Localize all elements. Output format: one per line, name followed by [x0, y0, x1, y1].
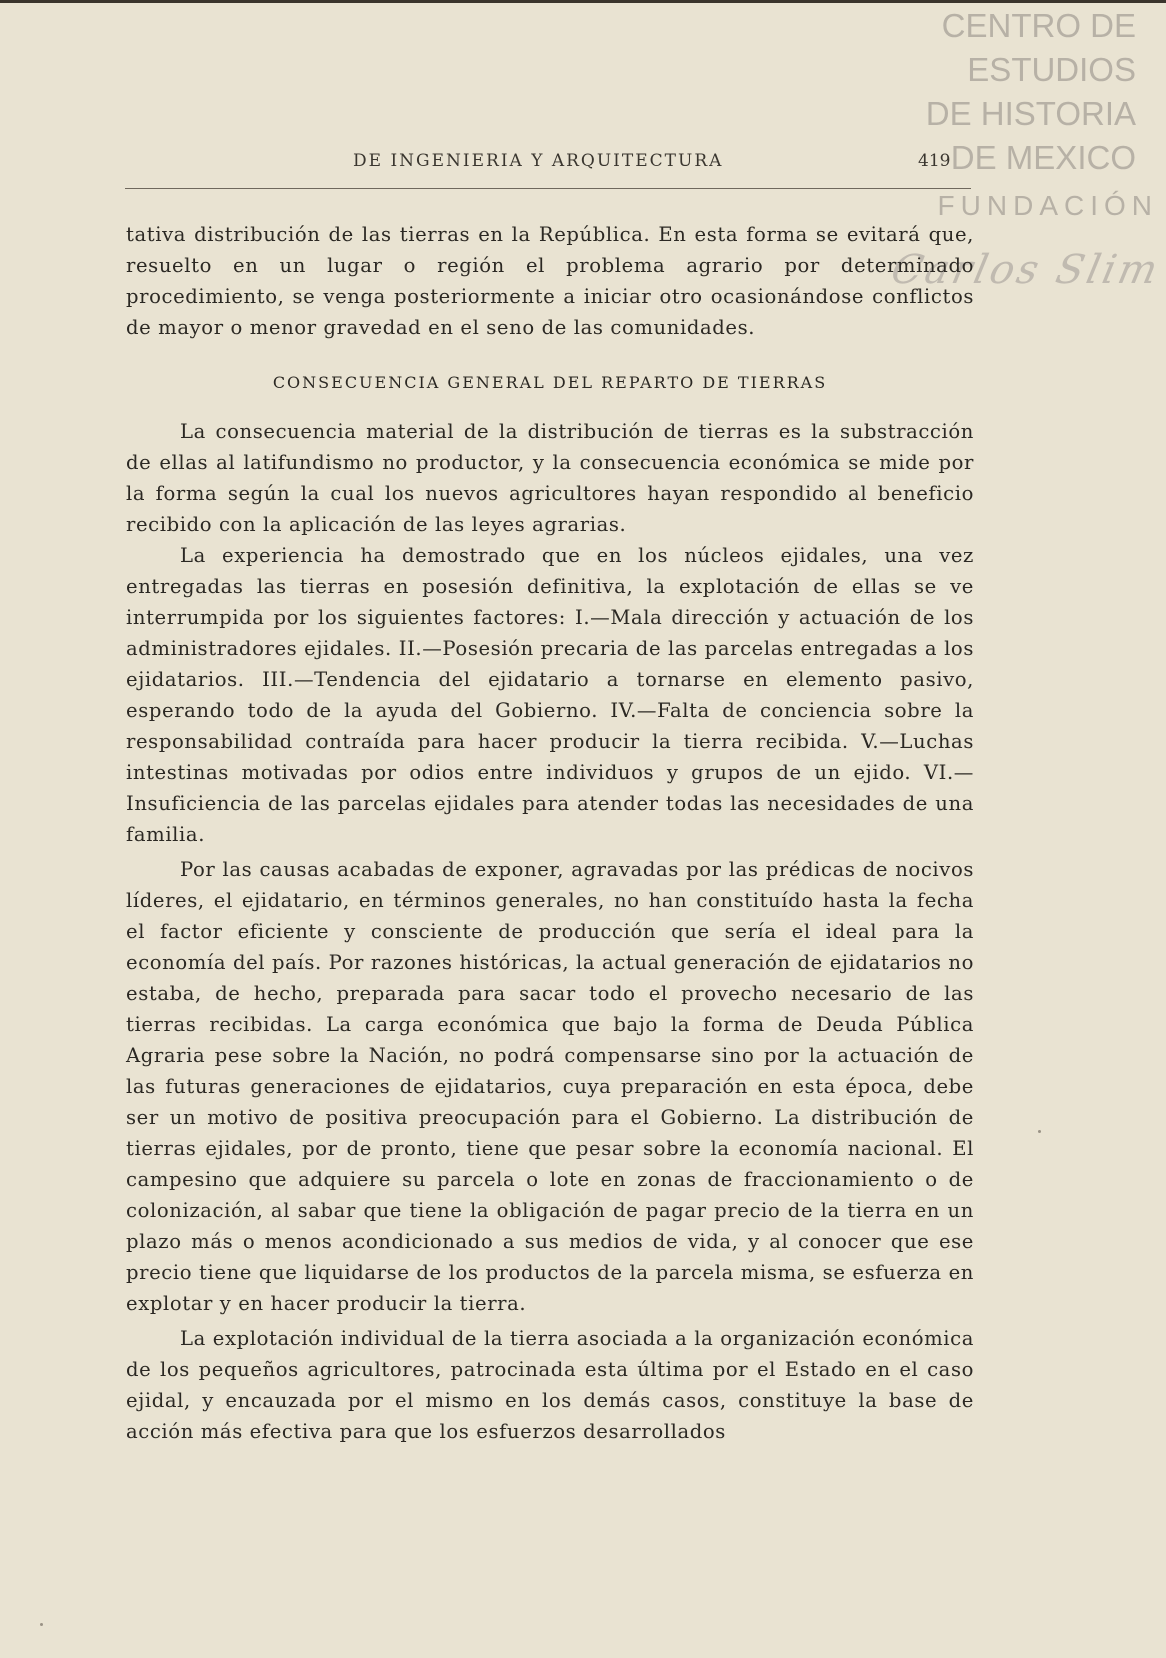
watermark-line: DE MEXICO [950, 139, 1136, 176]
watermark-line: DE HISTORIA [925, 95, 1136, 132]
paragraph: La explotación individual de la tierra asociada a la organización económica de los pequeños agricultores, patrocinada esta última por el Estado en el caso ejidal, y encauzada por el mismo en los demás casos, constituye la base de acción más efectiva para que los esfuerzos desarrollados [126, 1327, 974, 1443]
paragraph-continuation: tativa distribución de las tierras en la República. En esta forma se evitará que, resuelto en un lugar o región el problema agrario por determinado procedimiento, se venga posteriormente a iniciar otro ocasionándose conflictos de mayor o menor gravedad en el seno de las comunidades. [126, 223, 974, 339]
section-heading: CONSECUENCIA GENERAL DEL REPARTO DE TIERRAS [272, 373, 828, 392]
page-top-edge [0, 0, 1166, 3]
header-rule [125, 188, 971, 189]
watermark-line: CENTRO DE [941, 7, 1136, 44]
running-head: DE INGENIERIA Y ARQUITECTURA [353, 151, 724, 171]
page-body [126, 219, 974, 1447]
paragraph: La experiencia ha demostrado que en los núcleos ejidales, una vez entregadas las tierras en posesión definitiva, la explotación de ellas se ve interrumpida por los siguientes factores: I.—Mala dirección y actuación de los administradores ejidales. II.—Posesión precaria de las parcelas entregadas a los ejidatarios. III.—Tendencia del ejidatario a tornarse en elemento pasivo, esperando todo de la ayuda del Gobierno. IV.—Falta de conciencia sobre la responsabilidad contraída para hacer producir la tierra recibida. V.—Luchas intestinas motivadas por odios entre individuos y grupos de un ejido. VI.—Insuficiencia de las parcelas ejidales para atender todas las necesidades de una familia. [126, 544, 974, 846]
watermark-line: ESTUDIOS [967, 51, 1136, 88]
paper-speck [40, 1623, 43, 1626]
paper-speck [1038, 1130, 1041, 1133]
watermark-foundation: FUNDACIÓN [937, 190, 1158, 221]
paragraph: Por las causas acabadas de exponer, agravadas por las prédicas de nocivos líderes, el ejidatario, en términos generales, no han constituído hasta la fecha el factor eficiente y consciente de producción que sería el ideal para la economía del país. Por razones históricas, la actual generación de ejidatarios no estaba, de hecho, preparada para sacar todo el provecho necesario de las tierras recibidas. La carga económica que bajo la forma de Deuda Pública Agraria pese sobre la Nación, no podrá compensarse sino por la actuación de las futuras generaciones de ejidatarios, cuya preparación en esta época, debe ser un motivo de positiva preocupación para el Gobierno. La distribución de tierras ejidales, por de pronto, tiene que pesar sobre la economía nacional. El campesino que adquiere su parcela o lote en zonas de fraccionamiento o de colonización, al sabar que tiene la obligación de pagar precio de la tierra en un plazo más o menos acondicionado a sus medios de vida, y al conocer que ese precio tiene que liquidarse de los productos de la parcela misma, se esfuerza en explotar y en hacer producir la tierra. [126, 858, 974, 1315]
page-number: 419 [918, 151, 951, 171]
paragraph: La consecuencia material de la distribución de tierras es la substracción de ellas al latifundismo no productor, y la consecuencia económica se mide por la forma según la cual los nuevos agricultores hayan respondido al beneficio recibido con la aplicación de las leyes agrarias. [126, 420, 974, 536]
watermark-signature: Carlos Slim [887, 247, 1165, 293]
archive-watermark [876, 4, 1136, 180]
